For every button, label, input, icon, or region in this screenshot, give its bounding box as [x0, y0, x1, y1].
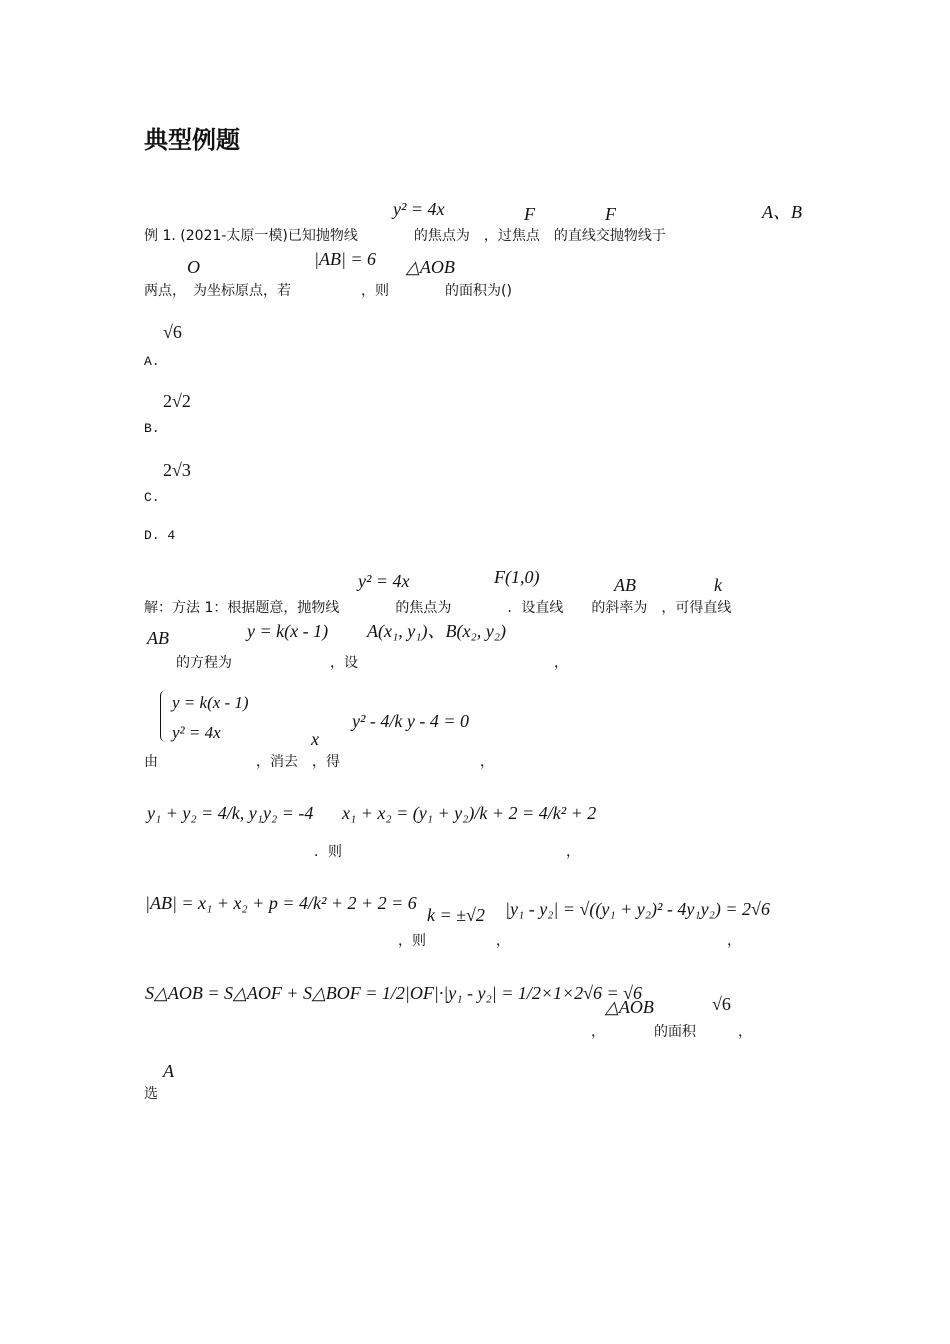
sol-x: x [311, 729, 319, 749]
solution-line-5: ，则 ， ， [398, 933, 741, 949]
system-brace [160, 690, 167, 742]
sol-system-eq1: y = k(x - 1) [172, 693, 249, 712]
sol-line-eq: y = k(x - 1) [247, 621, 329, 641]
example-line-2: 两点， 为坐标原点，若 ，则 的面积为() [144, 283, 512, 299]
sol-triangle-aob: △AOB [605, 997, 654, 1017]
math-points-ab: A、B [762, 202, 802, 222]
solution-line-6: ， 的面积 ， [591, 1024, 752, 1040]
math-origin-o: O [187, 257, 200, 277]
sol-ab-length: |AB| = x₁ + x₂ + p = 4/k² + 2 + 2 = 6 [145, 893, 417, 913]
sol-answer-a: A [163, 1061, 174, 1081]
example-line-1: 例 1. (2021-太原一模)已知抛物线 的焦点为 ，过焦点 的直线交抛物线于 [144, 228, 666, 244]
sol-ab: AB [614, 575, 636, 595]
sol-points: A(x₁, y₁)、B(x₂, y₂) [367, 621, 506, 641]
solution-line-1: 解：方法 1：根据题意，抛物线 的焦点为 ．设直线 的斜率为 ，可得直线 [144, 600, 732, 616]
solution-line-4: ．则 ， [314, 844, 580, 860]
option-d-label: D. 4 [144, 528, 176, 543]
math-focus-f: F [524, 204, 535, 224]
sol-focus: F(1,0) [494, 567, 540, 587]
sol-k: k [714, 575, 722, 595]
sol-quadratic: y² - 4/k y - 4 = 0 [352, 711, 469, 731]
sol-vieta-y: y₁ + y₂ = 4/k, y₁y₂ = -4 [147, 803, 314, 823]
math-abs-ab: |AB| = 6 [314, 249, 377, 269]
solution-line-3: 由 ，消去 ，得 ， [144, 754, 494, 770]
sol-k-value: k = ±√2 [427, 905, 485, 925]
option-c-math: 2√3 [163, 460, 191, 480]
sol-area-value: √6 [712, 994, 731, 1014]
option-b-label: B. [144, 421, 160, 436]
sol-ab-2: AB [147, 628, 169, 648]
sol-vieta-x: x₁ + x₂ = (y₁ + y₂)/k + 2 = 4/k² + 2 [342, 803, 597, 823]
option-c-label: C. [144, 490, 160, 505]
sol-system-eq2: y² = 4x [172, 723, 221, 742]
option-a-math: √6 [163, 322, 182, 342]
solution-line-7: 选 [144, 1086, 158, 1102]
option-b-math: 2√2 [163, 391, 191, 411]
sol-y-diff: |y₁ - y₂| = √((y₁ + y₂)² - 4y₁y₂) = 2√6 [505, 899, 770, 919]
math-focus-f-2: F [605, 204, 616, 224]
option-a-label: A. [144, 354, 160, 369]
page-title: 典型例题 [144, 126, 240, 154]
sol-area-eq: S△AOB = S△AOF + S△BOF = 1/2|OF|·|y₁ - y₂| = 1/2×1×2√6 = √6 [145, 983, 643, 1003]
math-parabola: y² = 4x [393, 199, 445, 219]
solution-line-2: 的方程为 ，设 ， [176, 655, 568, 671]
sol-parabola: y² = 4x [358, 571, 410, 591]
math-triangle-aob: △AOB [406, 257, 455, 277]
